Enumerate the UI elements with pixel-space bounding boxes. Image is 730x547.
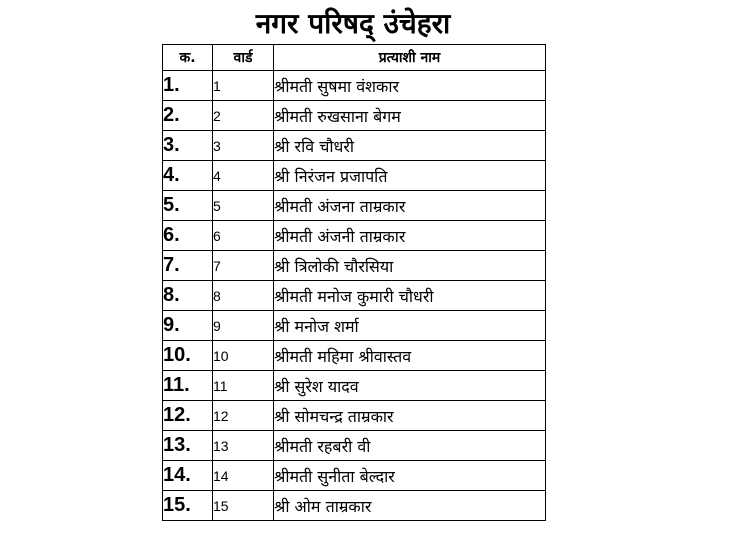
table-body [163,71,546,521]
serial-number-cell: 5. [163,191,213,221]
table-row [163,161,546,191]
serial-number-cell: 4. [163,161,213,191]
ward-number-cell: 5 [213,191,274,221]
ward-number-cell: 15 [213,491,274,521]
serial-number-cell: 11. [163,371,213,401]
candidate-name-cell: श्री ओम ताम्रकार [274,491,546,521]
ward-number-cell: 6 [213,221,274,251]
table-row [163,491,546,521]
serial-number-cell: 8. [163,281,213,311]
serial-number-cell: 12. [163,401,213,431]
table-row [163,461,546,491]
ward-number-cell: 2 [213,101,274,131]
serial-number-cell: 2. [163,101,213,131]
candidates-table [162,44,546,521]
candidate-name-cell: श्री रवि चौधरी [274,131,546,161]
ward-number-cell: 9 [213,311,274,341]
serial-number-cell: 1. [163,71,213,101]
table-row [163,341,546,371]
serial-number-cell: 3. [163,131,213,161]
table-row [163,221,546,251]
serial-number-cell: 14. [163,461,213,491]
table-row [163,251,546,281]
serial-number-cell: 15. [163,491,213,521]
candidate-name-cell: श्रीमती अंजना ताम्रकार [274,191,546,221]
page-title: नगर परिषद् उंचेहरा [255,7,451,40]
serial-number-cell: 9. [163,311,213,341]
candidate-name-cell: श्री त्रिलोकी चौरसिया [274,251,546,281]
ward-number-cell: 10 [213,341,274,371]
ward-number-cell: 3 [213,131,274,161]
candidate-name-cell: श्री निरंजन प्रजापति [274,161,546,191]
ward-number-cell: 1 [213,71,274,101]
candidate-name-cell: श्रीमती रहबरी वी [274,431,546,461]
candidate-name-cell: श्रीमती महिमा श्रीवास्तव [274,341,546,371]
candidate-name-cell: श्री मनोज शर्मा [274,311,546,341]
serial-number-cell: 7. [163,251,213,281]
candidate-name-cell: श्रीमती रुखसाना बेगम [274,101,546,131]
table-row [163,311,546,341]
ward-number-cell: 11 [213,371,274,401]
ward-column-header: वार्ड [213,45,274,71]
serial-number-cell: 13. [163,431,213,461]
candidate-name-column-header: प्रत्याशी नाम [274,45,546,71]
candidate-name-cell: श्री सुरेश यादव [274,371,546,401]
candidate-name-cell: श्री सोमचन्द्र ताम्रकार [274,401,546,431]
table-row [163,71,546,101]
serial-column-header: क. [163,45,213,71]
ward-number-cell: 7 [213,251,274,281]
table-row [163,191,546,221]
table-row [163,131,546,161]
table-row [163,431,546,461]
table-header-row [163,45,546,71]
ward-number-cell: 4 [213,161,274,191]
serial-number-cell: 10. [163,341,213,371]
ward-number-cell: 13 [213,431,274,461]
table-row [163,101,546,131]
ward-number-cell: 14 [213,461,274,491]
ward-number-cell: 8 [213,281,274,311]
candidate-name-cell: श्रीमती मनोज कुमारी चौधरी [274,281,546,311]
candidate-name-cell: श्रीमती अंजनी ताम्रकार [274,221,546,251]
ward-number-cell: 12 [213,401,274,431]
candidate-name-cell: श्रीमती सुषमा वंशकार [274,71,546,101]
table-row [163,401,546,431]
table-row [163,281,546,311]
table-row [163,371,546,401]
candidate-name-cell: श्रीमती सुनीता बेल्दार [274,461,546,491]
serial-number-cell: 6. [163,221,213,251]
